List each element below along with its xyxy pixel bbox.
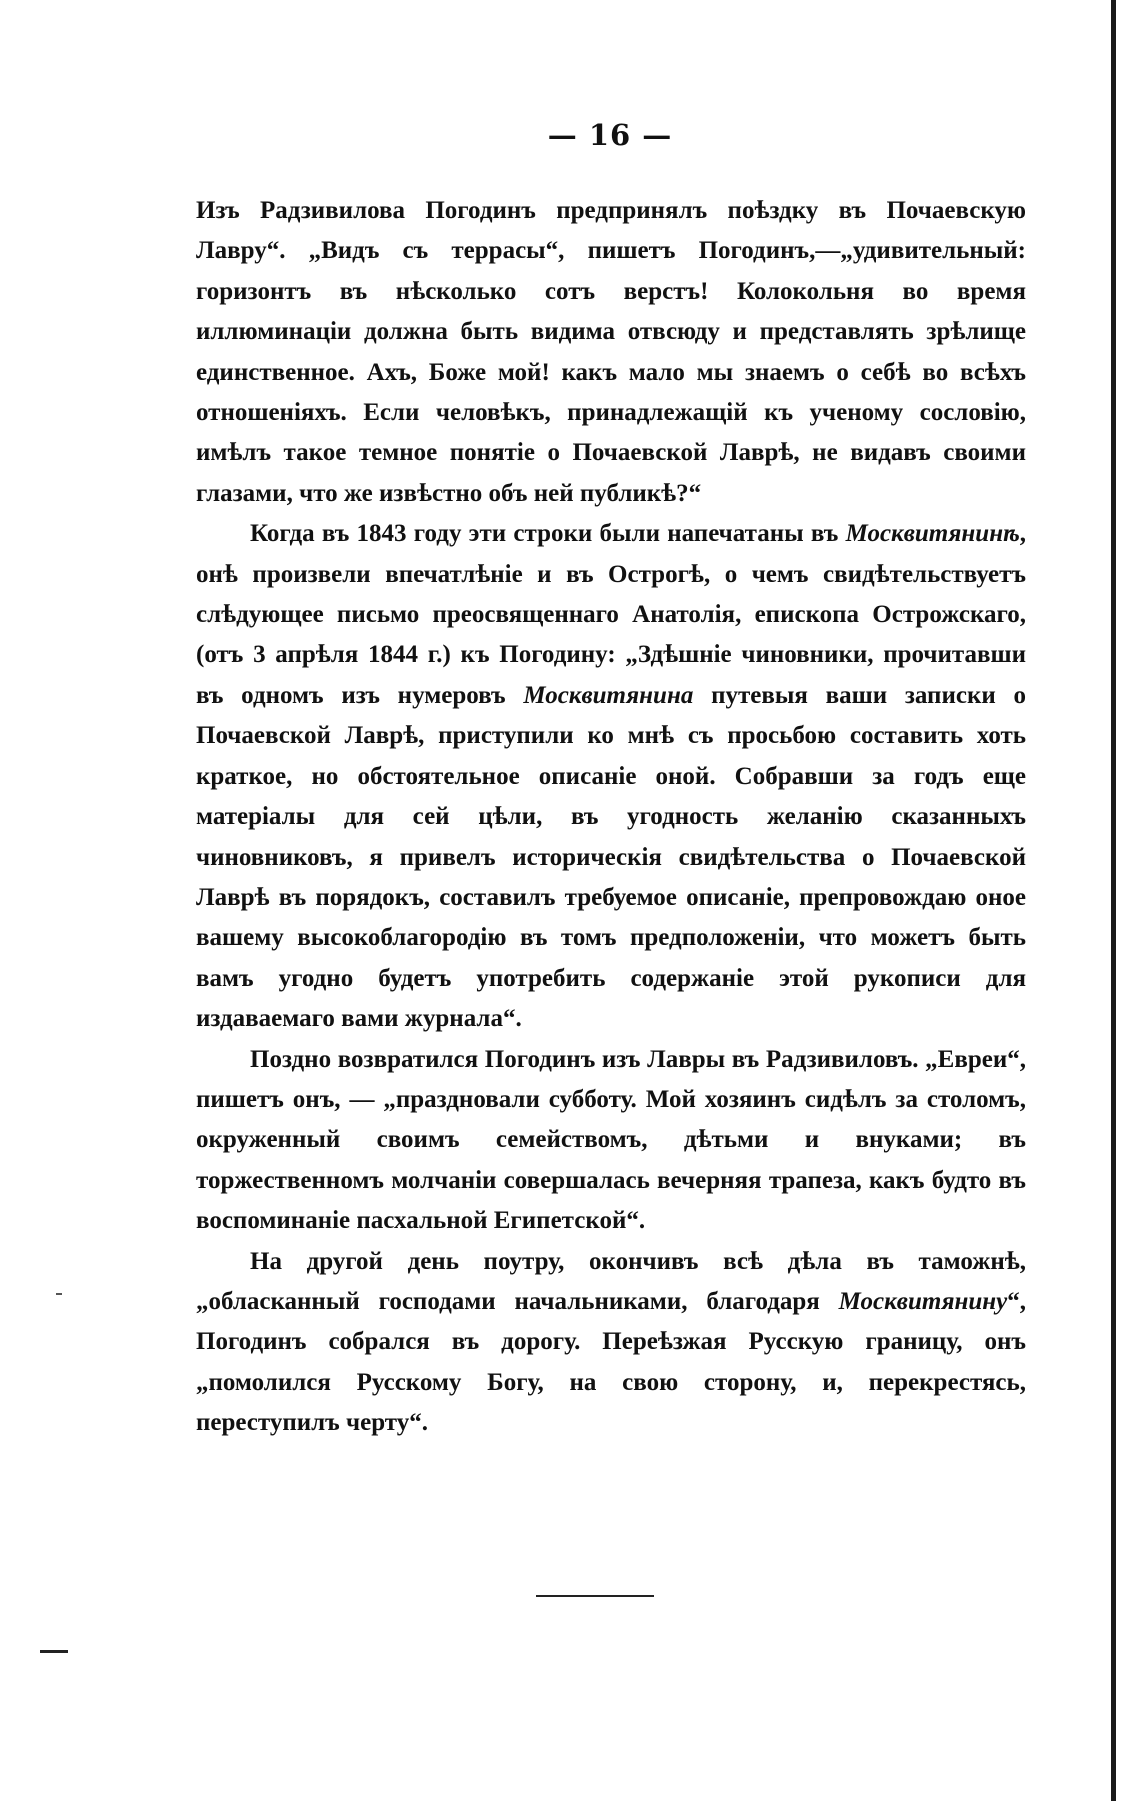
paragraph-2-text-c: путевыя ваши записки о Почаевской Лаврѣ, приступили ко мнѣ съ просьбою составить хоть краткое, но обстоятельное описаніе оной. Собравши за годъ еще матеріалы для сей цѣли, въ угодность желанію сказанныхъ чиновниковъ, я привелъ историческія свидѣтельства о Почаевской Лаврѣ въ порядокъ, составилъ требуемое описаніе, препровождаю оное вашему высокоблагородію въ томъ предположеніи, что можетъ быть вамъ угодно будетъ употребить содержаніе этой рукописи для издаваемаго вами журнала“. <box>196 681 1026 1033</box>
paragraph-1 <box>196 191 1026 514</box>
paragraph-4-text-b: “, Погодинъ собрался въ дорогу. Переѣзжая Русскую границу, онъ „помолился Русскому Богу, на свою сторону, и, перекрестясь, переступилъ черту“. <box>196 1287 1026 1437</box>
paragraph-4-italic-title: Москвитянину <box>838 1287 1008 1315</box>
paragraph-4-text-a: На другой день поутру, окончивъ всѣ дѣла въ таможнѣ, „обласканный господами начальниками, благодаря <box>196 1247 1026 1315</box>
paragraph-2-italic-title-1: Москвитянинѣ <box>845 520 1020 548</box>
paragraph-1-text: Изъ Радзивилова Погодинъ предпринялъ поѣздку въ Почаевскую Лавру“. „Видъ съ террасы“, пишетъ Погодинъ,—„удивительный: горизонтъ въ нѣсколько сотъ верстъ! Колокольня во время иллюминаціи должна быть видима отвсюду и представлять зрѣлище единственное. Ахъ, Боже мой! какъ мало мы знаемъ о себѣ во всѣхъ отношеніяхъ. Если человѣкъ, принадлежащій къ ученому сословію, имѣлъ такое темное понятіе о Почаевской Лаврѣ, не видавъ своими глазами, что же извѣстно объ ней публикѣ?“ <box>196 197 1026 507</box>
page-number: — 16 — <box>547 118 673 152</box>
paragraph-2-italic-title-2: Москвитянина <box>523 681 694 709</box>
paragraph-2 <box>196 514 1026 1039</box>
margin-mark <box>40 1650 68 1653</box>
paragraph-3 <box>196 1040 1026 1242</box>
paragraph-2-text-b: , онѣ произвели впечатлѣніе и въ Острогѣ, о чемъ свидѣтельствуетъ слѣдующее письмо преосвященнаго Анатолія, епископа Острожскаго, (отъ 3 апрѣля 1844 г.) къ Погодину: „Здѣшніе чиновники, прочитавши въ одномъ изъ нумеровъ <box>196 520 1026 709</box>
body-text <box>196 191 1026 1444</box>
paragraph-3-text: Поздно возвратился Погодинъ изъ Лавры въ Радзивиловъ. „Евреи“, пишетъ онъ, — „праздновали субботу. Мой хозяинъ сидѣлъ за столомъ, окруженный своимъ семействомъ, дѣтьми и внуками; въ торжественномъ молчаніи совершалась вечерняя трапеза, какъ будто въ воспоминаніе пасхальной Египетской“. <box>196 1045 1026 1235</box>
end-rule <box>536 1595 654 1597</box>
paragraph-2-text-a: Когда въ 1843 году эти строки были напечатаны въ <box>250 520 846 548</box>
page-edge-shadow <box>1111 0 1116 1801</box>
paragraph-4 <box>196 1242 1026 1444</box>
margin-dot <box>56 1293 62 1295</box>
